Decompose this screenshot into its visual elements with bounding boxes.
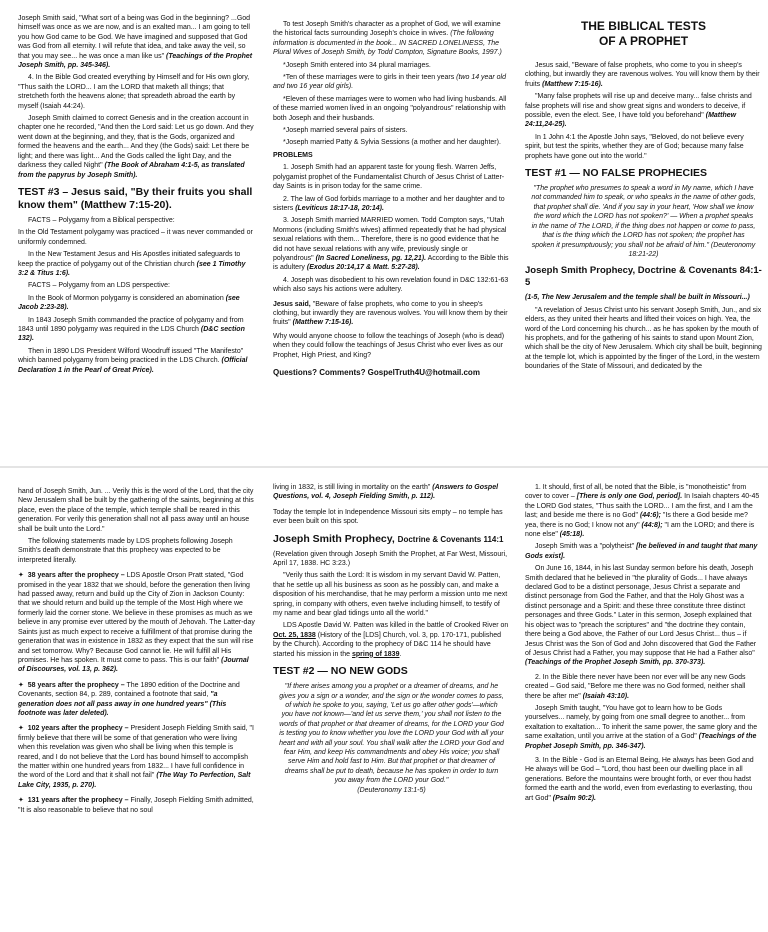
prophecy-heading: Joseph Smith Prophecy, Doctrine & Covenants 114:1 xyxy=(273,532,504,545)
list-item: ✦ 38 years after the prophecy – LDS Apostle Orson Pratt stated, "God promised in the year 1832 that we should, before the generation then living had passed away, return and build up the City of Zion in Jackson County: that we should return and build up the temple of the Most High where we formerly laid the corner stone. We believe in these promises as much as we believe in any promise ever uttered by the mouth of Jehovah. The Latter-day Saints just as much expect to receive a fulfillment of that promise during the generation that was in existence in 1832 as they expect that the sun will rise and set tomorrow. Why? Because God cannot lie. He will fulfill all His promises. He has spoken. It must come to pass. This is our faith" (Journal of Discourses, vol. 13, p. 362). xyxy=(18,572,255,674)
prophecy-heading: Joseph Smith Prophecy, Doctrine & Covenants 84:1-5 xyxy=(525,265,762,289)
paragraph: living in 1832, is still living in mortality on the earth" (Answers to Gospel Questions, vol. 4, Joseph Fielding Smith, p. 112). xyxy=(273,484,499,501)
paragraph: "Verily thus saith the Lord: It is wisdom in my servant David W. Patten, that he settle up all his business as soon as he possibly can, and make a disposition of his merchandise, that he may perform a mission unto me next spring, in company with others, even twelve including himself, to testify of my name and bear glad tidings unto all the world." xyxy=(273,572,508,618)
list-item: ✦ 58 years after the prophecy – The 1890 edition of the Doctrine and Covenants, section 84, p. 289, contained a footnote that said, "a generation does not all pass away in one hundred years" (This footnote was later deleted). xyxy=(18,681,240,717)
fact-item: *Ten of these marriages were to girls in their teen years (two 14 year old and two 16 year old girls). xyxy=(273,74,506,91)
panel-bottom-left xyxy=(18,487,255,818)
paragraph: In 1843 Joseph Smith commanded the practice of polygamy and from 1843 until 1890 polygamy was required in the LDS Church (D&C section 132). xyxy=(18,316,245,343)
paragraph: To test Joseph Smith's character as a prophet of God, we will examine the historical facts surrounding Joseph's choice in wives. (The following information is documented in the book... IN SACRED LONELINESS, The Plural Wives of Joseph Smith, by Todd Compton, Signature Books, 1997.) xyxy=(273,21,502,57)
paragraph: Today the temple lot in Independence Missouri sits empty – no temple has ever been built on this spot. xyxy=(273,508,503,526)
paragraph: LDS Apostle David W. Patten was killed in the battle of Crooked River on Oct. 25, 1838 (History of the [LDS] Church, vol. 3, pp. 170-171, published by the Church). According to the prophecy of D&C 114 he should have started his mission in the spring of 1839. xyxy=(273,622,509,658)
facts-label: FACTS – Polygamy from a Biblical perspective: xyxy=(28,216,175,224)
paragraph: 4. In the Bible God created everything by Himself and for His own glory, "Thus saith the LORD... I am the LORD that maketh all things; that stretcheth forth the heavens alone; that spreadeth abroad the earth by myself (Isaiah 44:24). xyxy=(18,74,250,110)
paragraph: Jesus said, "Beware of false prophets, who come to you in sheep's clothing, but inwardly they are ravenous wolves. You will know them by their fruits" (Matthew 7:15-16). xyxy=(273,300,508,327)
paragraph: "A revelation of Jesus Christ unto his servant Joseph Smith, Jun., and six elders, as they united their hearts and lifted their voices on high. Yea, the word of the Lord concerning his church... as he has spoken by the mouth of his prophets, and for the gathering of his saints to stand upon Mount Zion, which shall be the city of New Jerusalem. Which city shall be built, beginning at the temple lot, which is appointed by the finger of the Lord, in the western boundaries of the State of Missouri, and dedicated by the xyxy=(525,306,762,371)
fact-item: *Joseph married several pairs of sisters. xyxy=(283,127,408,135)
paragraph: "Many false prophets will rise up and deceive many... false christs and false prophets will rise and show great signs and wonders to deceive, if possible, even the elect. See, I have told you beforehand" (Matthew 24:11,24-25). xyxy=(525,93,752,129)
paragraph: On June 16, 1844, in his last Sunday sermon before his death, Joseph Smith declared that he believed in "the plurality of Gods... I have always declared God to be a distinct personage, Jesus Christ a separate and distinct personage from God the Father, and that the Holy Ghost was a distinct personage and a Spirit: and these three constitute three distinct personages and three Gods." Later in this sermon, Joseph explained that his object was to "preach the scriptures" and "the doctrine they contain, there being a God above, the Father of our Lord Jesus Christ... thus – if Jesus Christ was the Son of God and John discovered that God the Father of Jesus Christ had a Father, you may suppose that He had a Father also" (Teachings of the Prophet Joseph Smith, pp. 370-373). xyxy=(525,565,757,667)
paragraph: Joseph Smith claimed to correct Genesis and in the creation account in chapter one he recorded, "And then the Lord said: Let us go down. And they went down at the beginning, and they, that is the Gods, organized and formed the heavens and the earth... And they (the Gods) said: Let there be light; and there was light... And the Gods called the light Day, and the darkness they called Night" (The Book of Abraham 4:1-5, as translated from the papyrus by Joseph Smith). xyxy=(18,115,254,179)
panel-top-middle xyxy=(273,20,510,380)
paragraph: Joseph Smith was a "polytheist" [he believed in and taught that many Gods exist]. xyxy=(525,543,758,560)
scripture-quote: "If there arises among you a prophet or a dreamer of dreams, and he gives you a sign or a wonder, and the sign or the wonder comes to pass, of which he spoke to you, saying, 'Let us go after other gods'—which you have not known—'and let us serve them,' you shall not listen to the words of that prophet or that dreamer of dreams, for the LORD your God is testing you to know whether you love the LORD your God with all your heart and with all your soul. You shall walk after the LORD your God and fear Him, and keep His commandments and obey His voice; you shall serve Him and hold fast to Him. But that prophet or that dreamer of dreams shall be put to death, because he has spoken in order to turn you away from the LORD your God." xyxy=(279,683,504,785)
paragraph: In the Book of Mormon polygamy is considered an abomination (see Jacob 2:23-28). xyxy=(18,294,240,312)
panel-top-right xyxy=(525,16,762,375)
paragraph: hand of Joseph Smith, Jun. ... Verily this is the word of the Lord, that the city New Jerusalem shall be built by the gathering of the saints, beginning at this place, even the place of the temple, which temple shall be reared in this generation. For verily this generation shall not all pass away until an house shall be built unto the Lord." xyxy=(18,488,254,533)
paragraph: 2. In the Bible there never have been nor ever will be any new Gods created – God said, "Before me there was no God formed, neither shall there be after me" (Isaiah 43:10). xyxy=(525,673,746,700)
fact-item: *Joseph married Patty & Sylvia Sessions (a mother and her daughter). xyxy=(283,139,501,147)
paragraph: Jesus said, "Beware of false prophets, who come to you in sheep's clothing, but inwardly they are ravenous wolves. You will know them by their fruits (Matthew 7:15-16). xyxy=(525,62,760,88)
test1-heading: TEST #1 — NO FALSE PROPHECIES xyxy=(525,167,708,180)
facts-label: FACTS – Polygamy from an LDS perspective: xyxy=(28,282,170,290)
contact-line: Questions? Comments? GospelTruth4U@hotmail.com xyxy=(273,368,480,377)
document-title: THE BIBLICAL TESTS OF A PROPHET xyxy=(580,19,707,48)
problem-item: 1. Joseph Smith had an apparent taste for young flesh. Warren Jeffs, polygamist prophet of the Fundamentalist Church of Jesus Christ of Latter-day Saints is in prison today for the same crime. xyxy=(273,164,505,191)
paragraph: Then in 1890 LDS President Wilford Woodruff issued "The Manifesto" which banned polygamy from being practiced in the LDS Church. (Official Declaration 1 in the Pearl of Great Price). xyxy=(18,347,248,374)
scripture-quote: "The prophet who presumes to speak a word in My name, which I have not commanded him to speak, or who speaks in the name of other gods, that prophet shall die. 'And if you say in your heart, 'How shall we know the word which the LORD has not spoken?' — When a prophet speaks in the name of The LORD, if the thing does not happen or come to pass, that is the thing which the LORD has not spoken; the prophet has spoken it presumptuously; you shall not be afraid of him." (Deuteronomy 18:21-22) xyxy=(531,185,756,258)
fact-item: *Joseph Smith entered into 34 plural marriages. xyxy=(283,61,431,69)
page-fold-line xyxy=(0,466,768,468)
problems-heading: PROBLEMS xyxy=(273,151,313,159)
scripture-citation: (Deuteronomy 13:1-5) xyxy=(357,786,426,794)
paragraph: 3. In the Bible - God is an Eternal Being, He always has been God and He always will be God – "Lord, thou hast been our dwelling place in all generations. Before the mountains were brought forth, or ever thou hadst formed the earth and the world, even from everlasting to everlasting, thou art God" (Psalm 90:2). xyxy=(525,756,754,802)
problem-item: 4. Joseph was disobedient to his own revelation found in D&C 132:61-63 which also says his actions were adultery. xyxy=(273,276,509,294)
paragraph: In the Old Testament polygamy was practiced – it was never commanded or uniformly condemned. xyxy=(18,229,253,246)
prophecy-subheading: (1-5, The New Jerusalem and the temple shall be built in Missouri...) xyxy=(525,294,750,302)
problem-item: 2. The law of God forbids marriage to a mother and her daughter and to sisters (Leviticus 18:17-18, 20:14). xyxy=(273,195,505,212)
problem-item: 3. Joseph Smith married MARRIED women. Todd Compton says, "Utah Mormons (including Smith's wives) affirmed repeatedly that he had physical sexual relations with them... Therefore, there is no good evidence that he did not have sexual relations with any wife, previously single or polyandrous" (In Sacred Loneliness, pg. 12,21). According to the Bible this is adultery (Exodus 20:14,17 & Matt. 5:27-28). xyxy=(273,217,509,272)
list-item: ✦ 131 years after the prophecy – Finally, Joseph Fielding Smith admitted, "It is also reasonable to believe that no soul xyxy=(18,797,254,814)
paragraph: The following statements made by LDS prophets following Joseph Smith's death demonstrate that this prophecy was expected to be interpreted literally. xyxy=(18,538,233,564)
panel-bottom-right xyxy=(525,483,762,806)
list-item: ✦ 102 years after the prophecy – President Joseph Fielding Smith said, "I firmly believe that there will be some of that generation who were living when this revelation was given who shall be living when this temple is reared, and I do not believe that the Lord has bound himself to accomplish the matter within one hundred years from 1832... I have full confidence in the word of the Lord and that it shall not fail" (The Way To Perfection, Salt Lake City, 1935, p. 270). xyxy=(18,725,254,789)
prophecy-subheading: (Revelation given through Joseph Smith the Prophet, at Far West, Missouri, April 17, 1838. HC 3:23.) xyxy=(273,550,508,568)
paragraph: Joseph Smith taught, "You have got to learn how to be Gods yourselves... namely, by going from one small degree to another... from exaltation to exaltation... To inherit the same power, the same glory and the same exaltation, until you arrive at the station of a God" (Teachings of the Prophet Joseph Smith, pp. 346-347). xyxy=(525,704,758,750)
paragraph: 1. It should, first of all, be noted that the Bible, is "monotheistic" from cover to cover – [There is only one God, period]. In Isaiah chapters 40-45 the LORD God states, "Thus saith the LORD... I am the first, and I am the last; and beside me there is no God" (44:6); "Is there a God beside me? yea, there is no God; I know not any" (44:8); "I am the LORD; and there is none else" (45:18). xyxy=(525,484,760,539)
paragraph: In 1 John 4:1 the Apostle John says, "Beloved, do not believe every spirit, but test the spirits, whether they are of God; because many false prophets have gone out into the world." xyxy=(525,133,744,160)
panel-top-left xyxy=(18,14,255,378)
paragraph: Why would anyone choose to follow the teachings of Joseph (who is dead) when they could follow the teachings of Jesus Christ who ever lives as our Prophet, High Priest, and King? xyxy=(273,332,505,359)
test3-heading: TEST #3 – Jesus said, "By their fruits you shall know them" (Matthew 7:15-20). xyxy=(18,185,253,211)
paragraph: Joseph Smith said, "What sort of a being was God in the beginning? ...God himself was once as we are now, and is an exalted man... I am going to tell you how God came to be God. We have imagined and supposed that God was God from all eternity. I will refute that idea, and take away the veil, so that you may see... he was once a man like us" (Teachings of the Prophet Joseph Smith, pp. 345-346). xyxy=(18,15,253,70)
fact-item: *Eleven of these marriages were to women who had living husbands. All of these married women lived in an ongoing "polyandrous" relationship with both Joseph and their husbands. xyxy=(273,95,507,122)
test2-heading: TEST #2 — NO NEW GODS xyxy=(273,665,408,678)
panel-bottom-middle xyxy=(273,483,510,800)
paragraph: In the New Testament Jesus and His Apostles initiated safeguards to keep the practice of polygamy out of the Christian church (see 1 Timothy 3:2 & Titus 1:6). xyxy=(18,251,246,277)
